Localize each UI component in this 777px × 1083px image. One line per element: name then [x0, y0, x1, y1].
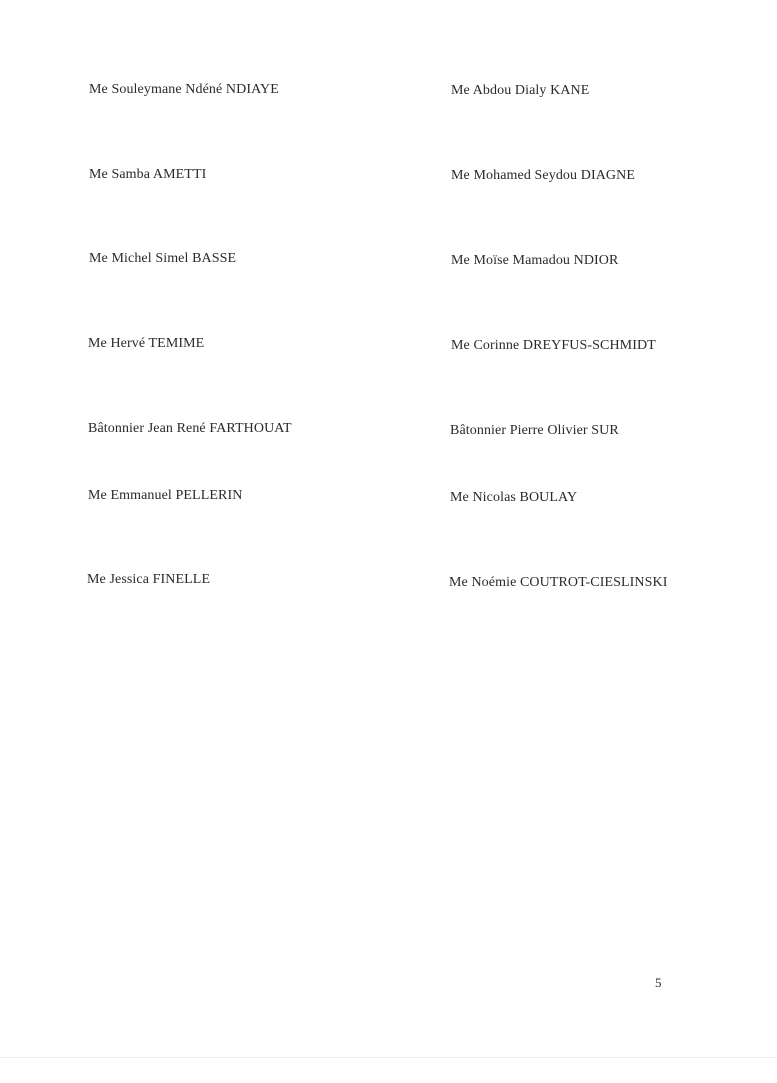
signatory-left-4: Me Hervé TEMIME [88, 336, 205, 351]
signatory-left-7: Me Jessica FINELLE [87, 572, 211, 587]
page-number: 5 [655, 975, 662, 990]
signatory-right-2: Me Mohamed Seydou DIAGNE [451, 168, 635, 183]
signatory-right-7: Me Noémie COUTROT-CIESLINSKI [449, 575, 668, 590]
signatory-right-5: Bâtonnier Pierre Olivier SUR [450, 423, 619, 438]
signatory-right-4: Me Corinne DREYFUS-SCHMIDT [451, 338, 656, 353]
page-bottom-edge [0, 1057, 777, 1058]
signatory-right-3: Me Moïse Mamadou NDIOR [451, 253, 619, 268]
signatory-right-1: Me Abdou Dialy KANE [451, 83, 590, 98]
signatory-left-2: Me Samba AMETTI [89, 167, 207, 182]
signatory-right-6: Me Nicolas BOULAY [450, 490, 578, 505]
signatory-left-5: Bâtonnier Jean René FARTHOUAT [88, 421, 292, 436]
signatory-left-1: Me Souleymane Ndéné NDIAYE [89, 82, 279, 97]
signatory-left-6: Me Emmanuel PELLERIN [88, 488, 243, 503]
signatory-left-3: Me Michel Simel BASSE [89, 251, 237, 266]
